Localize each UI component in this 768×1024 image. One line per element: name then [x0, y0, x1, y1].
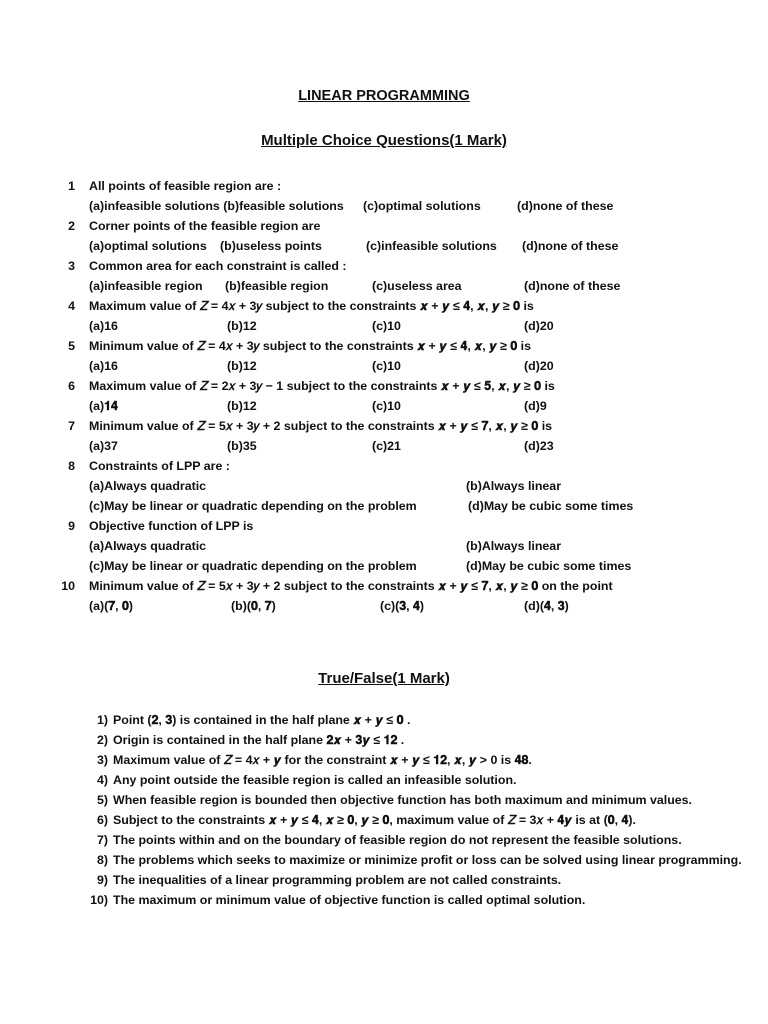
- mcq-option: (a)infeasible solutions (b)feasible solutions: [89, 199, 344, 213]
- tf-number: 6): [96, 813, 108, 827]
- mcq-number: 5: [68, 339, 75, 353]
- mcq-option: (b)useless points: [220, 239, 322, 253]
- mcq-heading: Multiple Choice Questions(1 Mark): [261, 132, 507, 149]
- mcq-option: (c)(𝟑, 𝟒): [380, 599, 425, 613]
- mcq-option: (a)𝟏𝟒: [89, 399, 118, 413]
- mcq-options-row: [0, 536, 768, 556]
- mcq-option: (d)May be cubic some times: [468, 499, 634, 513]
- mcq-option: (a)16: [89, 319, 118, 333]
- mcq-option: (c)infeasible solutions: [366, 239, 497, 253]
- tf-statement-row: [0, 810, 768, 830]
- mcq-question-row: [0, 576, 768, 596]
- mcq-option: (b)(𝟎, 𝟕): [231, 599, 276, 613]
- mcq-option: (a)37: [89, 439, 118, 453]
- tf-statement-row: [0, 710, 768, 730]
- mcq-option: (c)May be linear or quadratic depending on the problem: [89, 499, 417, 513]
- mcq-option: (b)12: [227, 359, 257, 373]
- mcq-number: 9: [68, 519, 75, 533]
- mcq-option: (d)20: [524, 359, 554, 373]
- mcq-option: (c)10: [372, 399, 401, 413]
- mcq-question-text: Minimum value of 𝑍 = 4𝑥 + 3𝑦 subject to the constraints 𝒙 + 𝒚 ≤ 𝟒, 𝒙, 𝒚 ≥ 𝟎 is: [89, 339, 532, 353]
- mcq-number: 10: [61, 579, 75, 593]
- tf-number: 1): [96, 713, 108, 727]
- mcq-option: (d)9: [524, 399, 547, 413]
- tf-statement-text: Any point outside the feasible region is called an infeasible solution.: [113, 773, 517, 787]
- tf-statement-row: [0, 790, 768, 810]
- mcq-question-row: [0, 456, 768, 476]
- mcq-options-row: [0, 496, 768, 516]
- mcq-options-row: [0, 436, 768, 456]
- mcq-option: (d)May be cubic some times: [466, 559, 632, 573]
- mcq-question-text: All points of feasible region are :: [89, 179, 282, 193]
- mcq-question-row: [0, 416, 768, 436]
- mcq-question-row: [0, 376, 768, 396]
- mcq-number: 7: [68, 419, 75, 433]
- tf-statement-row: [0, 830, 768, 850]
- tf-number: 10): [90, 893, 108, 907]
- mcq-options-row: [0, 476, 768, 496]
- mcq-option: (a)Always quadratic: [89, 539, 207, 553]
- mcq-question-text: Objective function of LPP is: [89, 519, 254, 533]
- mcq-option: (d)20: [524, 319, 554, 333]
- tf-statement-text: Point (𝟐, 𝟑) is contained in the half plane 𝒙 + 𝒚 ≤ 𝟎 .: [113, 713, 411, 727]
- mcq-options-row: [0, 236, 768, 256]
- mcq-question-text: Corner points of the feasible region are: [89, 219, 321, 233]
- mcq-options-row: [0, 356, 768, 376]
- mcq-question-row: [0, 296, 768, 316]
- mcq-question-text: Common area for each constraint is called :: [89, 259, 347, 273]
- mcq-option: (c)10: [372, 319, 401, 333]
- mcq-question-text: Maximum value of 𝑍 = 4𝑥 + 3𝑦 subject to the constraints 𝒙 + 𝒚 ≤ 𝟒, 𝒙, 𝒚 ≥ 𝟎 is: [89, 299, 534, 313]
- mcq-option: (d)(𝟒, 𝟑): [524, 599, 569, 613]
- tf-statement-row: [0, 750, 768, 770]
- tf-statement-row: [0, 730, 768, 750]
- mcq-options-row: [0, 396, 768, 416]
- mcq-options-row: [0, 276, 768, 296]
- tf-number: 4): [96, 773, 108, 787]
- tf-number: 7): [96, 833, 108, 847]
- mcq-option: (b)35: [227, 439, 257, 453]
- mcq-number: 2: [68, 219, 75, 233]
- mcq-options-row: [0, 196, 768, 216]
- mcq-option: (a)infeasible region: [89, 279, 203, 293]
- mcq-option: (d)none of these: [522, 239, 619, 253]
- mcq-option: (c)useless area: [372, 279, 462, 293]
- mcq-options-row: [0, 316, 768, 336]
- mcq-option: (c)optimal solutions: [363, 199, 481, 213]
- tf-number: 5): [96, 793, 108, 807]
- tf-statement-text: Subject to the constraints 𝒙 + 𝒚 ≤ 𝟒, 𝒙 ≥ 𝟎, 𝒚 ≥ 𝟎, maximum value of 𝑍 = 3𝑥 + 𝟒𝒚 is at (𝟎, 𝟒).: [113, 813, 636, 827]
- mcq-question-row: [0, 256, 768, 276]
- tf-statement-text: The problems which seeks to maximize or minimize profit or loss can be solved using linear programming.: [113, 853, 742, 867]
- mcq-option: (c)May be linear or quadratic depending on the problem: [89, 559, 417, 573]
- mcq-question-row: [0, 516, 768, 536]
- mcq-option: (a)Always quadratic: [89, 479, 207, 493]
- mcq-question-text: Minimum value of 𝑍 = 5𝑥 + 3𝑦 + 2 subject to the constraints 𝒙 + 𝒚 ≤ 𝟕, 𝒙, 𝒚 ≥ 𝟎 is: [89, 419, 553, 433]
- tf-statement-text: The points within and on the boundary of feasible region do not represent the feasible solutions.: [113, 833, 682, 847]
- mcq-option: (b)Always linear: [466, 479, 562, 493]
- mcq-option: (a)16: [89, 359, 118, 373]
- mcq-option: (b)feasible region: [225, 279, 329, 293]
- mcq-option: (d)none of these: [517, 199, 614, 213]
- tf-statement-text: Origin is contained in the half plane 𝟐𝒙 + 𝟑𝒚 ≤ 𝟏𝟐 .: [113, 733, 405, 747]
- mcq-option: (b)Always linear: [466, 539, 562, 553]
- tf-statement-row: [0, 850, 768, 870]
- mcq-number: 1: [68, 179, 75, 193]
- mcq-question-row: [0, 336, 768, 356]
- mcq-question-text: Maximum value of 𝑍 = 2𝑥 + 3𝑦 − 1 subject to the constraints 𝒙 + 𝒚 ≤ 𝟓, 𝒙, 𝒚 ≥ 𝟎 is: [89, 379, 555, 393]
- tf-statement-text: The inequalities of a linear programming problem are not called constraints.: [113, 873, 562, 887]
- mcq-question-text: Constraints of LPP are :: [89, 459, 230, 473]
- tf-statement-text: The maximum or minimum value of objective function is called optimal solution.: [113, 893, 586, 907]
- mcq-number: 8: [68, 459, 75, 473]
- mcq-option: (a)optimal solutions: [89, 239, 207, 253]
- tf-number: 3): [96, 753, 108, 767]
- tf-statement-row: [0, 770, 768, 790]
- tf-statement-row: [0, 870, 768, 890]
- mcq-options-row: [0, 556, 768, 576]
- mcq-question-row: [0, 216, 768, 236]
- mcq-number: 4: [68, 299, 75, 313]
- tf-number: 9): [96, 873, 108, 887]
- tf-number: 8): [96, 853, 108, 867]
- mcq-number: 3: [68, 259, 75, 273]
- tf-statement-text: Maximum value of 𝑍 = 4𝑥 + 𝒚 for the constraint 𝒙 + 𝒚 ≤ 𝟏𝟐, 𝒙, 𝒚 > 0 is 𝟒𝟖.: [113, 753, 532, 767]
- mcq-options-row: [0, 596, 768, 616]
- mcq-question-row: [0, 176, 768, 196]
- mcq-option: (d)none of these: [524, 279, 621, 293]
- true-false-heading: True/False(1 Mark): [318, 670, 450, 687]
- tf-statement-row: [0, 890, 768, 910]
- mcq-question-text: Minimum value of 𝑍 = 5𝑥 + 3𝑦 + 2 subject to the constraints 𝒙 + 𝒚 ≤ 𝟕, 𝒙, 𝒚 ≥ 𝟎 on the point: [89, 579, 613, 593]
- mcq-option: (a)(𝟕, 𝟎): [89, 599, 134, 613]
- mcq-option: (b)12: [227, 399, 257, 413]
- document-title: LINEAR PROGRAMMING: [298, 88, 470, 104]
- mcq-option: (c)21: [372, 439, 401, 453]
- tf-number: 2): [96, 733, 108, 747]
- tf-statement-text: When feasible region is bounded then objective function has both maximum and minimum values.: [113, 793, 692, 807]
- mcq-option: (b)12: [227, 319, 257, 333]
- mcq-option: (d)23: [524, 439, 554, 453]
- mcq-option: (c)10: [372, 359, 401, 373]
- mcq-number: 6: [68, 379, 75, 393]
